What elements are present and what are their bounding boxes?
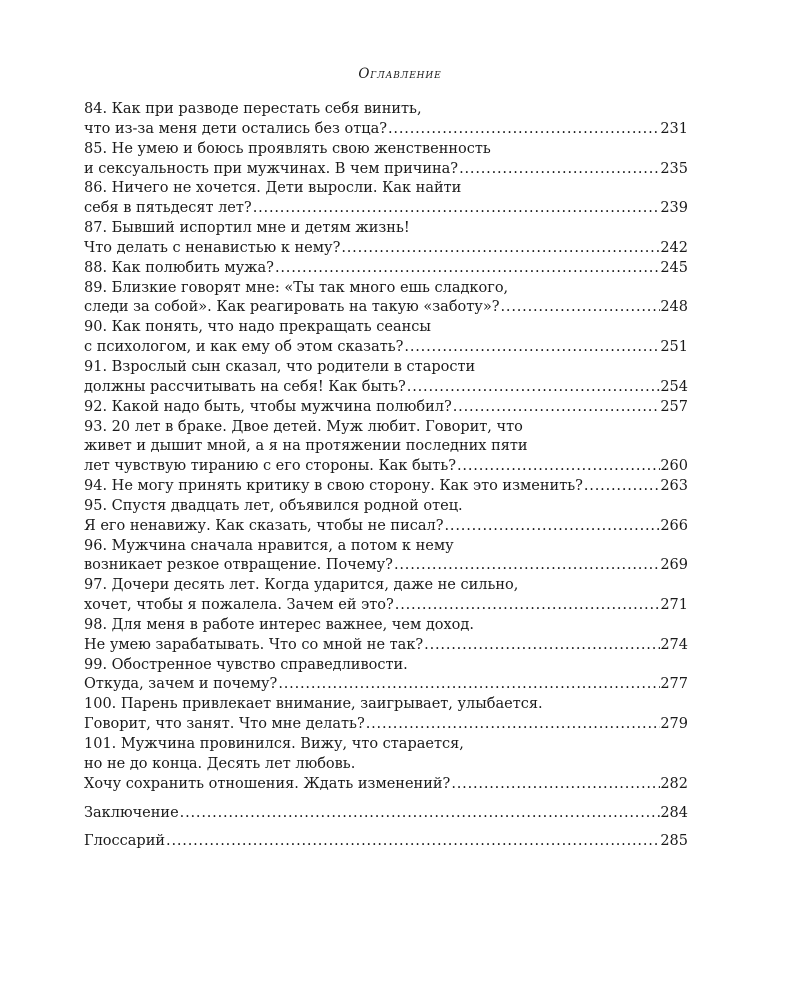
toc-entry-91[interactable] <box>84 358 688 398</box>
toc-entry-98[interactable] <box>84 616 688 656</box>
dot-leader <box>393 556 660 576</box>
dot-leader <box>406 378 661 398</box>
page-number: 242 <box>660 239 688 256</box>
toc-entry-text: 90. Как понять, что надо прекращать сеансы <box>84 319 431 336</box>
toc-entry-text: 85. Не умею и боюсь проявлять свою женственность <box>84 140 491 157</box>
dot-leader <box>423 636 660 656</box>
dot-leader <box>403 338 660 358</box>
toc-entry-94[interactable] <box>84 477 688 497</box>
toc-entry-text: 87. Бывший испортил мне и детям жизнь! <box>84 220 410 237</box>
page-number: 263 <box>660 478 688 495</box>
page-number: 266 <box>660 517 688 534</box>
page-number: 257 <box>660 398 688 415</box>
toc-entry-text: Я его ненавижу. Как сказать, чтобы не писал? <box>84 517 444 534</box>
toc-entry-text: Заключение <box>84 804 179 821</box>
toc-entry-101[interactable] <box>84 735 688 795</box>
page-number: 245 <box>660 259 688 276</box>
toc-entry-85[interactable] <box>84 140 688 180</box>
toc-entry-text: возникает резкое отвращение. Почему? <box>84 557 393 574</box>
toc-entry-97[interactable] <box>84 576 688 616</box>
toc-entry-text: 95. Спустя двадцать лет, объявился родной отец. <box>84 497 463 514</box>
toc-entry-text: Откуда, зачем и почему? <box>84 676 278 693</box>
page-number: 282 <box>660 775 688 792</box>
toc-entry-87[interactable] <box>84 219 688 259</box>
dot-leader <box>365 715 661 735</box>
toc-entry-text: Глоссарий <box>84 833 166 850</box>
toc-entry-96[interactable] <box>84 537 688 577</box>
page-number: 271 <box>660 597 688 614</box>
dot-leader <box>277 675 660 695</box>
toc-entry-text: следи за собой». Как реагировать на такую «заботу»? <box>84 299 500 316</box>
toc-entry-84[interactable] <box>84 100 688 140</box>
toc-entry-text: себя в пятьдесят лет? <box>84 200 252 217</box>
toc-entry-glossary[interactable] <box>84 832 688 852</box>
dot-leader <box>458 160 660 180</box>
toc-entry-text: 94. Не могу принять критику в свою сторону. Как это изменить? <box>84 478 583 495</box>
toc-entry-99[interactable] <box>84 656 688 696</box>
page-number: 231 <box>660 120 688 137</box>
page-number: 248 <box>660 299 688 316</box>
toc-entry-text: 100. Парень привлекает внимание, заигрывает, улыбается. <box>84 696 543 713</box>
table-of-contents <box>84 100 688 852</box>
toc-entry-92[interactable] <box>84 398 688 418</box>
toc-entry-text: лет чувствую тиранию с его стороны. Как быть? <box>84 458 457 475</box>
toc-entry-conclusion[interactable] <box>84 804 688 824</box>
toc-entry-text: с психологом, и как ему об этом сказать? <box>84 339 404 356</box>
toc-entry-text: 96. Мужчина сначала нравится, а потом к нему <box>84 537 454 554</box>
toc-entry-text: 97. Дочери десять лет. Когда ударится, даже не сильно, <box>84 577 519 594</box>
toc-entry-text: что из-за меня дети остались без отца? <box>84 120 388 137</box>
toc-entry-95[interactable] <box>84 497 688 537</box>
dot-leader <box>165 832 660 852</box>
page-number: 285 <box>660 833 688 850</box>
toc-entry-90[interactable] <box>84 318 688 358</box>
toc-entry-text: 101. Мужчина провинился. Вижу, что старается, <box>84 736 464 752</box>
dot-leader <box>387 120 660 140</box>
toc-entry-93[interactable] <box>84 418 688 478</box>
toc-entry-text: 99. Обостренное чувство справедливости. <box>84 656 408 673</box>
toc-entry-text: но не до конца. Десять лет любовь. <box>84 755 356 772</box>
dot-leader <box>456 457 660 477</box>
page-number: 235 <box>660 160 688 177</box>
toc-entry-88[interactable] <box>84 259 688 279</box>
page-number: 254 <box>660 378 688 395</box>
dot-leader <box>274 259 660 279</box>
toc-entry-100[interactable] <box>84 695 688 735</box>
dot-leader <box>500 298 661 318</box>
dot-leader <box>452 398 661 418</box>
toc-entry-text: 86. Ничего не хочется. Дети выросли. Как найти <box>84 180 462 197</box>
toc-entry-89[interactable] <box>84 279 688 319</box>
page-number: 239 <box>660 200 688 217</box>
toc-entry-text: Что делать с ненавистью к нему? <box>84 239 341 256</box>
toc-entry-text: 88. Как полюбить мужа? <box>84 259 274 276</box>
dot-leader <box>340 239 660 259</box>
dot-leader <box>444 517 661 537</box>
dot-leader <box>179 804 661 824</box>
page-number: 251 <box>660 339 688 356</box>
toc-entry-text: Не умею зарабатывать. Что со мной не так? <box>84 636 424 653</box>
page-number: 260 <box>660 458 688 475</box>
page-number: 269 <box>660 557 688 574</box>
toc-entry-text: 98. Для меня в работе интерес важнее, чем доход. <box>84 616 474 633</box>
page-title: Оглавление <box>358 66 442 82</box>
page-number: 274 <box>660 636 688 653</box>
dot-leader <box>252 199 661 219</box>
toc-entry-text: 93. 20 лет в браке. Двое детей. Муж любит. Говорит, что <box>84 418 523 435</box>
toc-entry-86[interactable] <box>84 179 688 219</box>
toc-entry-text: хочет, чтобы я пожалела. Зачем ей это? <box>84 597 394 614</box>
dot-leader <box>394 596 661 616</box>
page-number: 284 <box>660 804 688 821</box>
toc-entry-text: 92. Какой надо быть, чтобы мужчина полюбил? <box>84 398 452 415</box>
toc-entry-text: 89. Близкие говорят мне: «Ты так много ешь сладкого, <box>84 279 509 296</box>
toc-entry-text: живет и дышит мной, а я на протяжении последних пяти <box>84 438 528 455</box>
page-number: 277 <box>660 676 688 693</box>
toc-entry-text: Хочу сохранить отношения. Ждать изменений? <box>84 775 451 792</box>
dot-leader <box>450 775 660 795</box>
toc-entry-text: 91. Взрослый сын сказал, что родители в старости <box>84 358 476 375</box>
toc-entry-text: 84. Как при разводе перестать себя винить, <box>84 101 422 117</box>
toc-entry-text: Говорит, что занят. Что мне делать? <box>84 716 365 733</box>
page-number: 279 <box>660 716 688 733</box>
toc-entry-text: и сексуальность при мужчинах. В чем причина? <box>84 160 459 177</box>
dot-leader <box>583 477 660 497</box>
toc-entry-text: должны рассчитывать на себя! Как быть? <box>84 378 406 395</box>
